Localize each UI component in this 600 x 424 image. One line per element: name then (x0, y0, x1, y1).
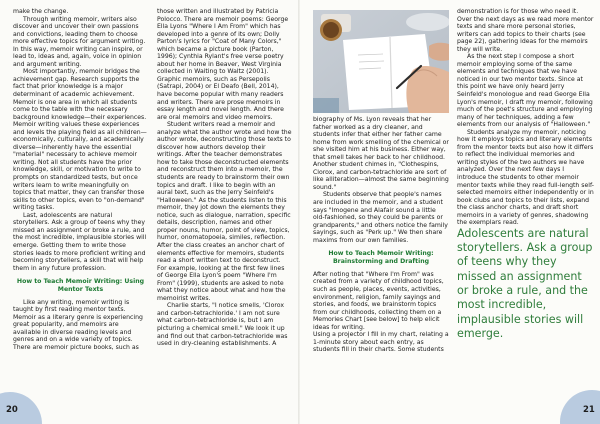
paragraph: biography of Ms. Lyon reveals that her father worked as a dry cleaner, and students infer that either her father came home from work smelling of the chemical or she visited him at his business. Either way, that smell takes her back to her childhood. (313, 116, 449, 161)
paragraph: After noting that "Where I'm From" was created from a variety of childhood topics, such as people, places, events, activities, environment, religion, family sayings and stories, and foods, we brainstorm topics from our childhoods, collecting them on a Memories Chart [see below] to help elicit ideas for writing. (313, 270, 444, 331)
paragraph: Students observe that people's names are included in the memoir, and a student says "Imogene and Alafair sound a little old-fashioned, so they could be parents or grandparents," and others notice the family sayings, such as "Perk up." We then share maxims from our own families. (313, 191, 448, 244)
paragraph: those written and illustrated by Patricia Polocco. There are memoir poems: George Ella Lyons "Where I Am From" which has developed into a genre of its own; Dolly Parton's lyrics for "Coat of Many Colors," which became a picture book (Parton, 1996); Cynthia Rylant's free verse poetry about her home in Beaver, West Virginia collected in Waiting to Waltz (2001). Graphic memoirs, such as Persepolis (Satrapi, 2004) or El Deafo (Bell, 2014), have become popular with many readers and writers. There are prose memoirs in essay length and novel length. And there are oral memoirs and video memoirs. (157, 8, 289, 121)
section-subheading: How to Teach Memoir Writing: Using Mentor Texts (16, 278, 145, 293)
paragraph: Most importantly, memoir bridges the achievement gap. Research supports the fact that prior knowledge is a major determinant of academic achievement. Memoir is one area in which all students come to the table with the necessary background knowledge—their experiences. Memoir writing values these experiences and levels the playing field as all children—economically, culturally, and academically diverse—inherently have the essential "material" necessary to achieve memoir writing. Not all students have the prior knowledge, skill, or motivation to write to prompts on standardized tests, but once writers learn to write meaningfully on topics that matter, they can transfer those skills to other topics, even to "on-demand" writing tasks. (13, 68, 147, 212)
section-subheading: How to Teach Memoir Writing: Brainstorming and Drafting (328, 250, 434, 266)
paragraph: Like any writing, memoir writing is taught by first reading mentor texts. Memoir as a literary genre is experiencing great popularity, and memoirs are available in diverse reading levels and genres and on a wide variety of topics. There are memoir picture books, such as (13, 298, 143, 352)
right-column-2 (457, 8, 594, 341)
pull-quote: Adolescents are natural storytellers. Ask a group of teens why they missed an assignment or broke a rule, and the most incredible, implausible stories will emerge. (457, 226, 593, 340)
paragraph: Student writers read a memoir and analyze what the author wrote and how the author wrote, deconstructing those texts to discover how authors develop their writings. After the teacher demonstrates how to take those deconstructed elements and reconstruct them into a memoir, the students are ready to brainstorm their own topics and draft. I like to begin with an aural text, such as the Jerry Seinfeld's "Halloween." As the students listen to this memoir, they jot down the elements they notice, such as dialogue, narration, specific details, description, names and other proper nouns, humor, point of view, topics, humor, onomatopoeia, similes, reflection. After the class creates an anchor chart of elements effective for memoirs, students read a short written text to deconstruct. For example, looking at the first few lines of George Ella Lyon's poem "Where I'm From" (1999), students are asked to note what they notice about what and how the memoirist writes. (157, 121, 292, 302)
paragraph: Using a projector I fill in my chart, relating a 1-minute story about each entry, as students fill in their charts. Some students (313, 331, 449, 354)
paragraph: Through writing memoir, writers also discover and uncover their own passions and convictions, leading them to choose more effective topics for argument writing. In this way, memoir writing can inspire, or lead to, ideas and, again, voice in opinion and argument writing. (13, 15, 146, 68)
paragraph: Last, adolescents are natural storytellers. Ask a group of teens why they missed an assignment or broke a rule, and the most incredible, implausible stories will emerge. Getting them to write those stories leads to more proficient writing and becoming storytellers, a skill that will help them in any future profession. (13, 211, 147, 272)
photo-illustration (313, 10, 449, 113)
paragraph: As the next step I compose a short memoir employing some of the same elements and techniques that we have noticed in our two mentor texts. Since at this point we have only heard Jerry Seinfeld's monologue and read George Ella Lyon's memoir, I draft my memoir, following much of the poet's structure and employing many of her techniques, adding a few elements from our analysis of "Halloween." (457, 53, 593, 129)
page-number: 21 (583, 405, 595, 415)
left-column-2 (157, 8, 292, 348)
paragraph: Students analyze my memoir, noticing how it employs topics and literary elements from the mentor texts but also how it differs to reflect the individual memories and writing styles of the two authors we have analyzed. Over the next few days I introduce the students to other memoir mentor texts while they read full-length self-selected memoirs either independently or in book clubs and topics to their lists, expand the class anchor charts, and draft short memoirs in a variety of genres, shadowing the exemplars read. (457, 128, 594, 227)
paragraph: Charlie starts, "I notice smells, 'Clorox and carbon-tetrachloride.' I am not sure what carbon-tetrachloride is, but I am picturing a chemical smell." We look it up and find out that carbon-tetrachloride was used in dry-cleaning establishments. A (157, 302, 288, 348)
paragraph: demonstration is for those who need it. Over the next days as we read more mentor texts and share more personal stories, writers can add topics to their charts (see page 22), gathering ideas for the memoirs they will write. (457, 8, 594, 53)
notebook-writing-photo (313, 10, 449, 113)
page-number: 20 (6, 405, 18, 415)
paragraph: Another student chimes in, "Clothespins, Clorox, and carbon-tetrachloride are sort of like alliteration—almost the same beginning sound." (313, 161, 449, 191)
paragraph: make the change. (13, 8, 69, 15)
left-column-1 (13, 8, 148, 352)
right-column-1 (313, 116, 449, 354)
